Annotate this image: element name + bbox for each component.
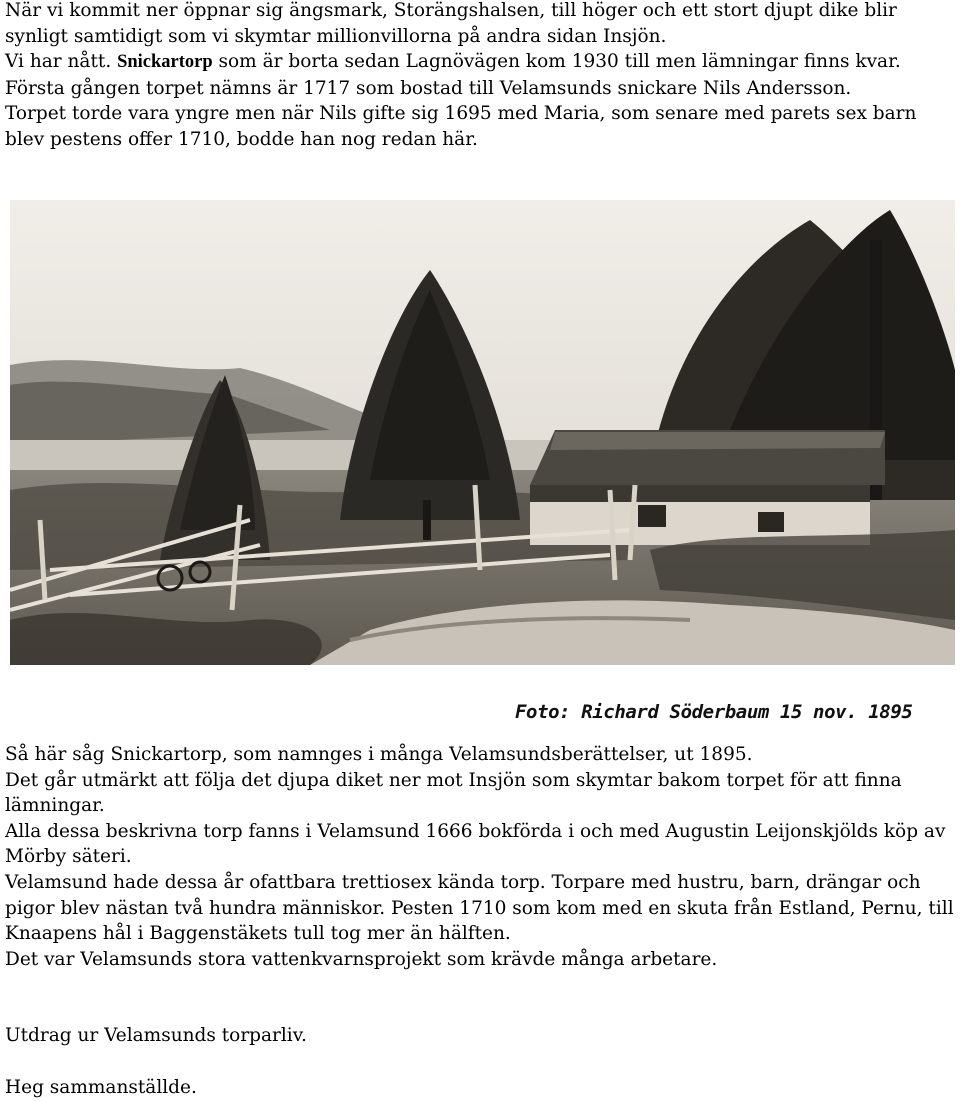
spacer xyxy=(5,972,960,1023)
body-paragraph-3: Alla dessa beskrivna torp fanns i Velamsund 1666 bokförda i och med Augustin Leijonskjölds köp av Mörby säteri. xyxy=(5,820,946,868)
intro-text xyxy=(5,0,960,153)
body-paragraph-4: Velamsund hade dessa år ofattbara trettiosex kända torp. Torpare med hustru, barn, drängar och pigor blev nästan två hundra människor. Pesten 1710 som kom med en skuta från Estland, Pernu, till Knaapens hål i Baggenstäkets tull tog mer än hälften. xyxy=(5,871,954,945)
source-note: Utdrag ur Velamsunds torparliv. xyxy=(5,1025,307,1047)
historic-photo xyxy=(10,200,955,665)
photo-illustration xyxy=(10,200,955,665)
spacer-small xyxy=(5,1049,960,1075)
intro-paragraph-4: Torpet torde vara yngre men när Nils gifte sig 1695 med Maria, som senare med parets sex barn blev pestens offer 1710, bodde han nog redan här. xyxy=(5,103,917,150)
intro-paragraph-1: När vi kommit ner öppnar sig ängsmark, Storängshalsen, till höger och ett stort djupt dike blir synligt samtidigt som vi skymtar millionvillorna på andra sidan Insjön. xyxy=(5,0,897,47)
place-name-bold: Snickartorp xyxy=(117,52,213,73)
author-note: Heg sammanställde. xyxy=(5,1076,197,1098)
body-paragraph-2: Det går utmärkt att följa det djupa diket ner mot Insjön som skymtar bakom torpet för att finna lämningar. xyxy=(5,769,902,817)
intro-paragraph-2 xyxy=(5,49,960,76)
body-paragraph-1: Så här såg Snickartorp, som namnges i många Velamsundsberättelser, ut 1895. xyxy=(5,744,753,765)
body-text xyxy=(5,742,960,1100)
body-paragraph-5: Det var Velamsunds stora vattenkvarnsprojekt som krävde många arbetare. xyxy=(5,948,718,970)
intro-p2-suffix: som är borta sedan Lagnövägen kom 1930 till men lämningar finns kvar. xyxy=(212,51,901,73)
intro-paragraph-3: Första gången torpet nämns är 1717 som bostad till Velamsunds snickare Nils Andersson. xyxy=(5,77,852,99)
photo-caption: Foto: Richard Söderbaum 15 nov. 1895 xyxy=(515,701,913,723)
intro-p2-prefix: Vi har nått. xyxy=(5,51,118,73)
